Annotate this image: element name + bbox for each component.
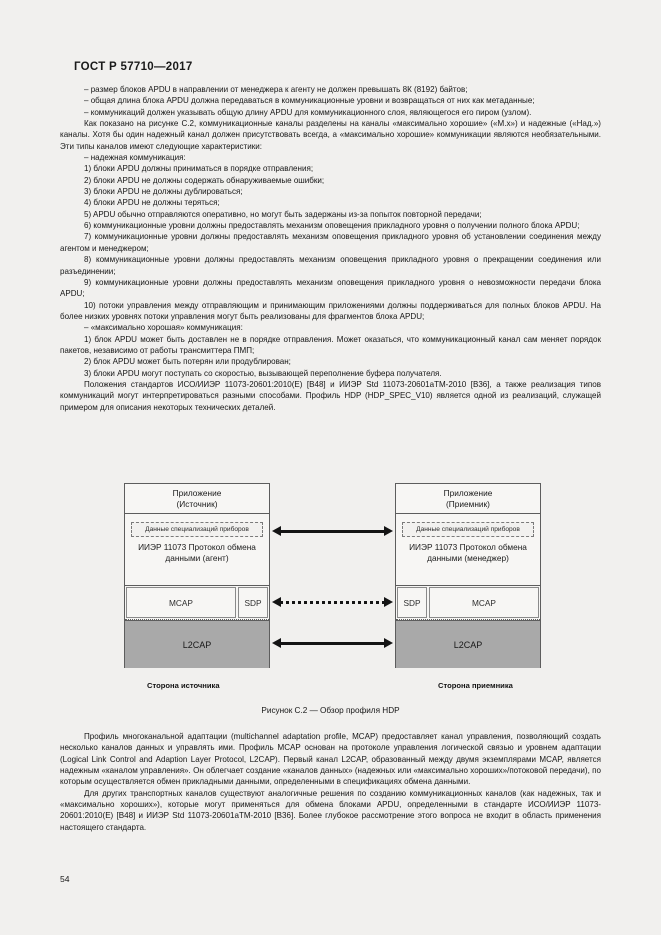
bullet-apdu-peer: – коммуникаций должен указывать общую длину APDU для коммуникационного слоя, являющегося его пиром (узлом). <box>84 107 532 117</box>
source-protocol-box <box>125 514 269 586</box>
reliable-item-7: 7) коммуникационные уровни должны предоставлять механизм оповещения прикладного уровня об установлении соединения между агентом и менеджером; <box>60 232 601 253</box>
reliable-item-4: 4) блоки APDU не должны теряться; <box>84 198 220 208</box>
paragraph-standards: Положения стандартов ИСО/ИИЭР 11073-20601:2010(Е) [В48] и ИИЭР Std 11073-20601аТМ-2010 [В36], а также реализация типов коммуникаций могут интерпретироваться разными способами. Профиль HDP (HDP_SPEC_V10) является одной из реализаций, служащей примером для описания некоторых технических деталей. <box>60 379 601 412</box>
reliable-item-2: 2) блоки APDU не должны содержать обнаруживаемые ошибки; <box>84 175 325 185</box>
sink-protocol-box <box>396 514 540 586</box>
reliable-item-10: 10) потоки управления между отправляющим и принимающим приложениями должны поддерживаться для полных блоков APDU. На более низких уровнях потоки управления могут быть реализованы для фрагментов блока APDU; <box>60 300 601 321</box>
arrow-l2cap-layer <box>272 638 393 648</box>
figure-sink-stack <box>395 483 541 668</box>
page-number: 54 <box>60 874 70 884</box>
sink-protocol-text <box>398 542 538 563</box>
sink-application-line1: Приложение <box>443 488 493 498</box>
arrow-right-head-icon <box>384 638 393 648</box>
arrow-shaft <box>280 530 385 533</box>
source-protocol-line2: данными (агент) <box>165 552 229 563</box>
figure-source-side-label: Сторона источника <box>147 681 220 690</box>
arrow-application-layer <box>272 526 393 536</box>
sink-sdp-mcap-row <box>396 586 540 620</box>
heading-best-effort-communication: – «максимально хорошая» коммуникация: <box>84 323 243 333</box>
source-application-line2: (Источник) <box>176 498 218 509</box>
arrow-right-head-icon <box>384 597 393 607</box>
paragraph-mcap: Профиль многоканальной адаптации (multichannel adaptation profile, MCAP) предоставляет канал управления, позволяющий создать несколько каналов данных и управлять ими. Профиль MCAP основан на протоколе управления логической связью и уровнем адаптации (Logical Link Control and Adaption Layer Protocol, L2CAP). Первый канал L2CAP, образованный между двумя экземплярами MCAP, является надежным «каналом управления». Он облегчает создание «каналов данных» (надежных или «максимально хороших»/потоковой передачи), по которым осуществляется обмен прикладными данными, определенными в спецификациях обмена данными. <box>60 732 601 787</box>
sink-specialization-data-box: Данные специализаций приборов <box>402 522 534 537</box>
paragraph-transport: Для других транспортных каналов существуют аналогичные решения по созданию коммуникационных каналов (как надежных, так и «максимально хороших»), которые могут применяться для обмена блоками APDU, определенными в стандарте ИСО/ИИЭР 11073-20601:2010(Е) [В48] и ИИЭР Std 11073-20601аТМ-2010 [В36]. Более глубокое рассмотрение этого вопроса не входит в область применения настоящего стандарта. <box>60 788 601 832</box>
best-effort-item-3: 3) блоки APDU могут поступать со скоростью, вызывающей переполнение буфера получателя. <box>84 368 442 378</box>
reliable-item-3: 3) блоки APDU не должны дублироваться; <box>84 187 243 197</box>
sink-mcap-box: MCAP <box>429 587 539 618</box>
figure-hdp-profile-overview <box>124 483 541 668</box>
reliable-item-5: 5) APDU обычно отправляются оперативно, но могут быть задержаны из-за попыток повторной передачи; <box>84 209 482 219</box>
source-l2cap-box: L2CAP <box>125 620 269 668</box>
reliable-item-9: 9) коммуникационные уровни должны предоставлять механизм оповещения прикладного уровня о невозможности передачи блока APDU; <box>60 277 601 299</box>
sink-l2cap-box: L2CAP <box>396 620 540 668</box>
sink-protocol-line2: данными (менеджер) <box>427 552 509 563</box>
arrow-mcap-sdp-layer <box>272 597 393 607</box>
best-effort-item-2: 2) блок APDU может быть потерян или продублирован; <box>84 357 291 367</box>
reliable-item-6: 6) коммуникационные уровни должны предоставлять механизм оповещения прикладного уровня о получении полного блока APDU; <box>84 221 580 231</box>
figure-caption: Рисунок С.2 — Обзор профиля HDP <box>261 706 400 715</box>
source-protocol-text <box>127 542 267 563</box>
sink-protocol-line1: ИИЭР 11073 Протокол обмена <box>409 542 527 552</box>
tail-text-column <box>60 731 601 833</box>
source-application-line1: Приложение <box>172 488 222 498</box>
paragraph-channels: Как показано на рисунке С.2, коммуникационные каналы разделены на каналы «максимально хорошие» («М.х») и надежные («Над.») каналы. Хотя бы один надежный канал должен присутствовать всегда, а «максимально хорошие» коммуникации являются необязательными. Эти типы каналов имеют следующие характеристики: <box>60 119 601 151</box>
reliable-item-8: 8) коммуникационные уровни должны предоставлять механизм оповещения прикладного уровня о прекращении соединения или разъединении; <box>60 255 601 276</box>
sink-sdp-box: SDP <box>397 587 427 618</box>
reliable-item-1: 1) блоки APDU должны приниматься в порядке отправления; <box>84 164 314 174</box>
best-effort-item-1: 1) блок APDU может быть доставлен не в порядке отправления. Может оказаться, что коммуникационный канал сам меняет порядок пакетов, независимо от работы трансмиттера ПМП; <box>60 334 601 355</box>
arrow-shaft-dotted <box>280 601 385 604</box>
source-sdp-box: SDP <box>238 587 268 618</box>
bullet-apdu-length: – общая длина блока APDU должна передаваться в коммуникационные уровни и возвращаться от них как метаданные; <box>84 96 535 106</box>
source-specialization-data-box: Данные специализаций приборов <box>131 522 263 537</box>
arrow-shaft <box>280 642 385 645</box>
main-text-column <box>60 84 601 413</box>
source-protocol-line1: ИИЭР 11073 Протокол обмена <box>138 542 256 552</box>
sink-application-box <box>396 484 540 514</box>
source-mcap-sdp-row <box>125 586 269 620</box>
source-mcap-box: MCAP <box>126 587 236 618</box>
source-application-box <box>125 484 269 514</box>
heading-reliable-communication: – надежная коммуникация: <box>84 153 186 163</box>
page-header: ГОСТ Р 57710—2017 <box>74 61 193 73</box>
figure-sink-side-label: Сторона приемника <box>438 681 513 690</box>
sink-application-line2: (Приемник) <box>446 498 490 509</box>
bullet-apdu-size: – размер блоков APDU в направлении от менеджера к агенту не должен превышать 8К (8192) байтов; <box>84 85 468 94</box>
arrow-right-head-icon <box>384 526 393 536</box>
figure-source-stack <box>124 483 270 668</box>
